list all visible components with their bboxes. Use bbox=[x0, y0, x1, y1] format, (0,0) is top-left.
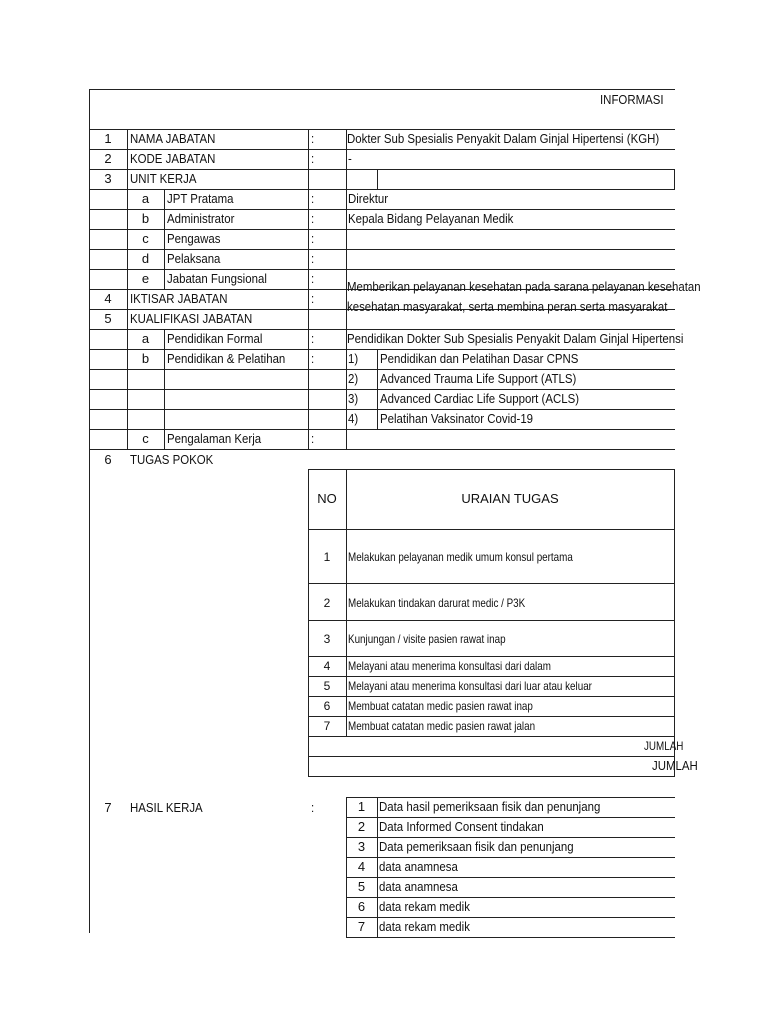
hasil-row-text: Data hasil pemeriksaan fisik dan penunjang bbox=[379, 799, 601, 814]
field-label-pelatihan: Pendidikan & Pelatihan bbox=[167, 351, 286, 366]
field-value-nama-jabatan: Dokter Sub Spesialis Penyakit Dalam Ginjal Hipertensi (KGH) bbox=[347, 131, 660, 146]
sub-letter: b bbox=[141, 211, 150, 226]
hasil-row-no: 2 bbox=[357, 819, 366, 834]
hasil-row-no: 3 bbox=[357, 839, 366, 854]
unit-label-jpt: JPT Pratama bbox=[167, 191, 234, 206]
hasil-row-no: 1 bbox=[357, 799, 366, 814]
field-label-kualifikasi: KUALIFIKASI JABATAN bbox=[130, 311, 253, 326]
colon: : bbox=[311, 331, 315, 346]
row-number: 6 bbox=[104, 452, 112, 467]
tugas-row-no: 1 bbox=[323, 550, 331, 564]
tugas-row-no: 5 bbox=[323, 679, 331, 693]
hasil-row-text: data anamnesa bbox=[379, 859, 458, 874]
field-label-pendidikan-formal: Pendidikan Formal bbox=[167, 331, 263, 346]
tugas-header-no: NO bbox=[317, 491, 337, 506]
sub-letter: b bbox=[141, 351, 150, 366]
unit-label-fungsional: Jabatan Fungsional bbox=[167, 271, 267, 286]
colon: : bbox=[311, 800, 315, 815]
tugas-row-text: Melayani atau menerima konsultasi dari dalam bbox=[348, 659, 551, 673]
pelatihan-item: Pendidikan dan Pelatihan Dasar CPNS bbox=[380, 351, 579, 366]
section-label-hasil-kerja: HASIL KERJA bbox=[130, 800, 203, 815]
hasil-row-text: Data Informed Consent tindakan bbox=[379, 819, 544, 834]
colon: : bbox=[311, 231, 315, 246]
tugas-row-no: 7 bbox=[323, 719, 331, 733]
sub-letter: c bbox=[142, 231, 149, 246]
pelatihan-item: Pelatihan Vaksinator Covid-19 bbox=[380, 411, 534, 426]
field-label-iktisar: IKTISAR JABATAN bbox=[130, 291, 228, 306]
tugas-row-no: 3 bbox=[323, 632, 331, 646]
tugas-row-no: 6 bbox=[323, 699, 331, 713]
tugas-row-text: Kunjungan / visite pasien rawat inap bbox=[348, 632, 506, 646]
hasil-row-text: data rekam medik bbox=[379, 919, 470, 934]
tugas-row-text: Melakukan pelayanan medik umum konsul pertama bbox=[348, 550, 573, 564]
hasil-row-text: data anamnesa bbox=[379, 879, 458, 894]
hasil-row-no: 6 bbox=[357, 899, 366, 914]
tugas-row-no: 2 bbox=[323, 596, 331, 610]
row-number: 3 bbox=[104, 171, 112, 186]
pelatihan-no: 2) bbox=[348, 371, 359, 386]
colon: : bbox=[311, 211, 315, 226]
jumlah-label: JUMLAH bbox=[644, 739, 684, 753]
hasil-row-text: data rekam medik bbox=[379, 899, 470, 914]
row-number: 7 bbox=[104, 800, 112, 815]
sub-letter: c bbox=[142, 431, 149, 446]
colon: : bbox=[311, 271, 315, 286]
hasil-row-no: 4 bbox=[357, 859, 366, 874]
row-number: 1 bbox=[104, 131, 112, 146]
iktisar-line-1: Memberikan pelayanan kesehatan pada sarana pelayanan kesehatan bbox=[347, 279, 701, 294]
sub-letter: e bbox=[141, 271, 150, 286]
tugas-row-no: 4 bbox=[323, 659, 331, 673]
row-number: 4 bbox=[104, 291, 112, 306]
unit-value-jpt: Direktur bbox=[348, 191, 389, 206]
field-label-kode-jabatan: KODE JABATAN bbox=[130, 151, 216, 166]
hasil-row-no: 5 bbox=[357, 879, 366, 894]
colon: : bbox=[311, 251, 315, 266]
sub-letter: a bbox=[141, 191, 150, 206]
tugas-row-text: Membuat catatan medic pasien rawat inap bbox=[348, 699, 533, 713]
pelatihan-no: 1) bbox=[348, 351, 359, 366]
tugas-header-uraian: URAIAN TUGAS bbox=[461, 491, 559, 506]
section-label-tugas-pokok: TUGAS POKOK bbox=[130, 452, 214, 467]
tugas-row-text: Melayani atau menerima konsultasi dari luar atau keluar bbox=[348, 679, 592, 693]
field-value-kode-jabatan: - bbox=[348, 151, 352, 166]
field-label-unit-kerja: UNIT KERJA bbox=[130, 171, 197, 186]
hasil-row-no: 7 bbox=[357, 919, 366, 934]
tugas-row-text: Membuat catatan medic pasien rawat jalan bbox=[348, 719, 536, 733]
iktisar-line-2: kesehatan masyarakat, serta membina peran serta masyarakat bbox=[347, 299, 668, 314]
sub-letter: d bbox=[141, 251, 150, 266]
row-number: 2 bbox=[104, 151, 112, 166]
pelatihan-item: Advanced Trauma Life Support (ATLS) bbox=[380, 371, 577, 386]
colon: : bbox=[311, 151, 315, 166]
sub-letter: a bbox=[141, 331, 150, 346]
unit-label-administrator: Administrator bbox=[167, 211, 235, 226]
field-label-pengalaman: Pengalaman Kerja bbox=[167, 431, 262, 446]
colon: : bbox=[311, 191, 315, 206]
colon: : bbox=[311, 291, 315, 306]
pelatihan-no: 4) bbox=[348, 411, 359, 426]
unit-label-pelaksana: Pelaksana bbox=[167, 251, 221, 266]
field-label-nama-jabatan: NAMA JABATAN bbox=[130, 131, 216, 146]
colon: : bbox=[311, 131, 315, 146]
document-title: INFORMASI bbox=[600, 92, 664, 107]
colon: : bbox=[311, 351, 315, 366]
pelatihan-no: 3) bbox=[348, 391, 359, 406]
colon: : bbox=[311, 431, 315, 446]
unit-label-pengawas: Pengawas bbox=[167, 231, 221, 246]
tugas-row-text: Melakukan tindakan darurat medic / P3K bbox=[348, 596, 526, 610]
hasil-row-text: Data pemeriksaan fisik dan penunjang bbox=[379, 839, 574, 854]
field-value-pendidikan-formal: Pendidikan Dokter Sub Spesialis Penyakit Dalam Ginjal Hipertensi bbox=[347, 331, 684, 346]
row-number: 5 bbox=[104, 311, 112, 326]
pelatihan-item: Advanced Cardiac Life Support (ACLS) bbox=[380, 391, 580, 406]
unit-value-administrator: Kepala Bidang Pelayanan Medik bbox=[348, 211, 514, 226]
jumlah-total-label: JUMLAH bbox=[652, 758, 698, 773]
